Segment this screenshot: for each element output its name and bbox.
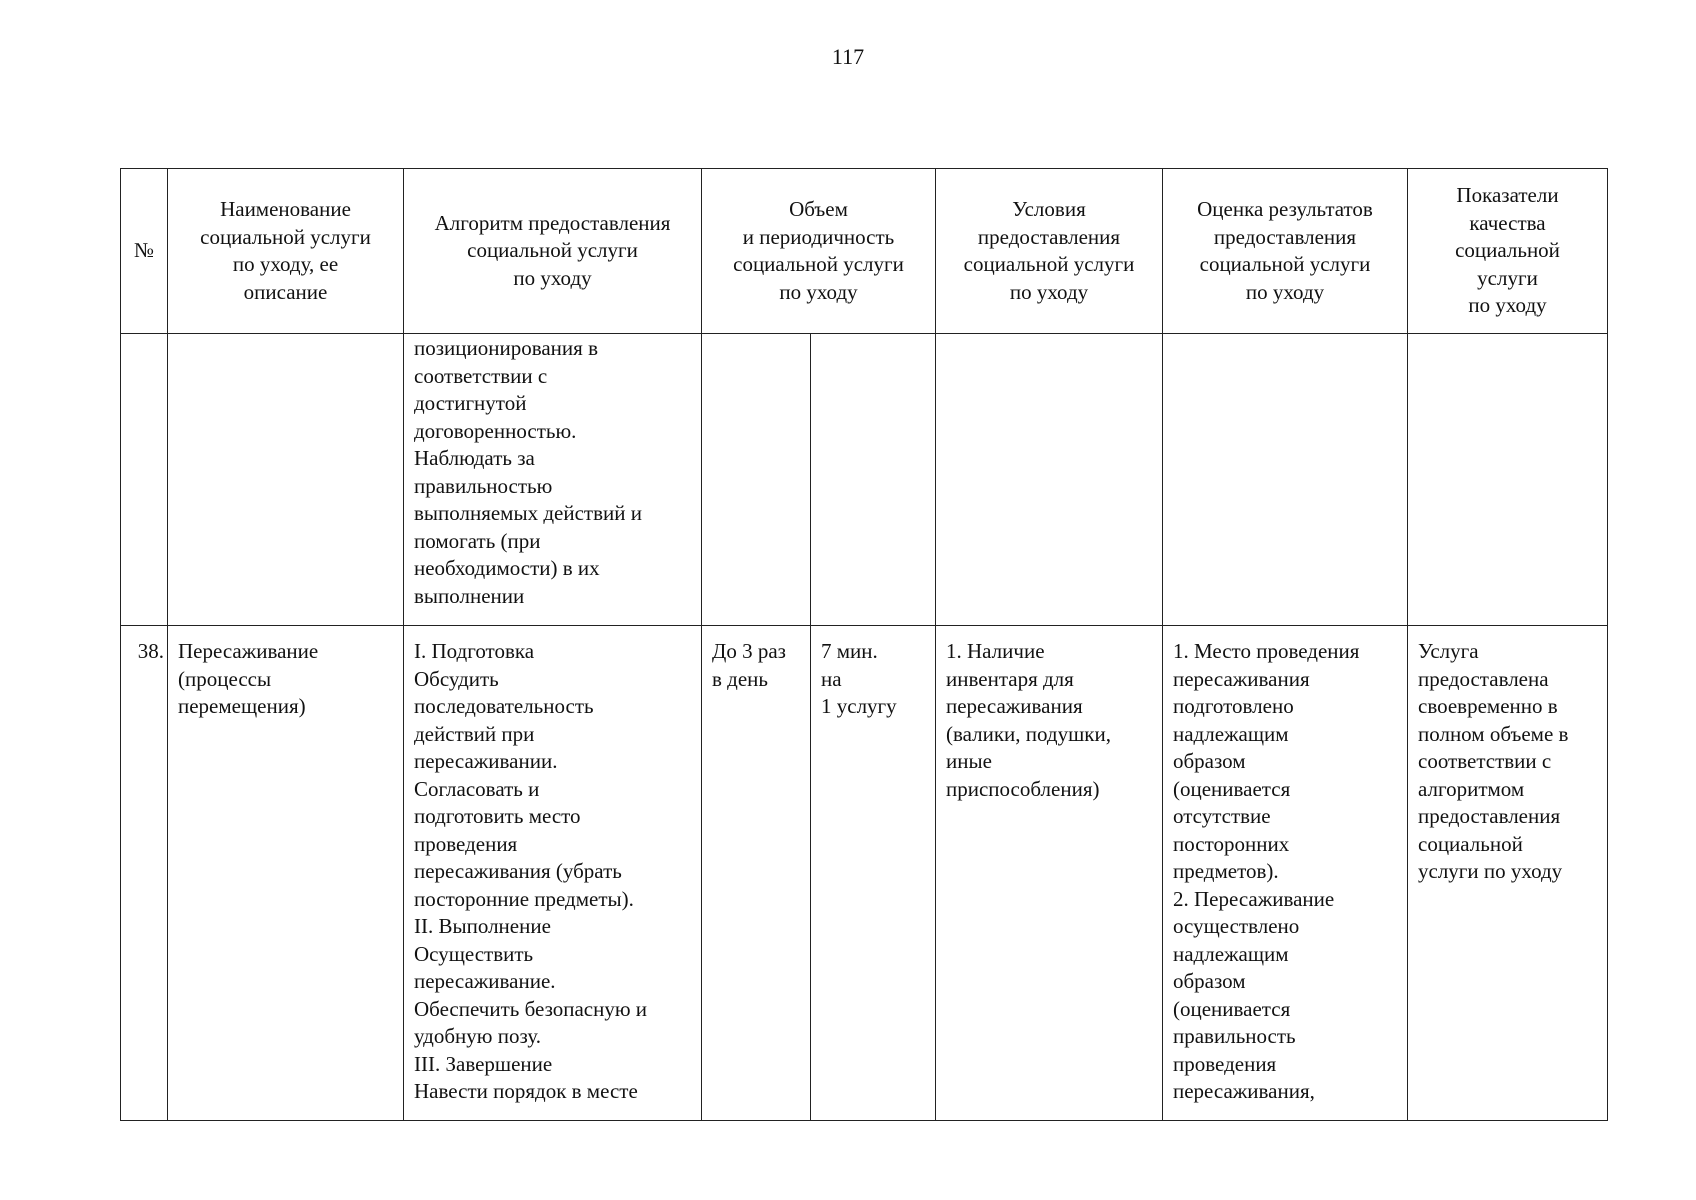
cell-quality: Услуга предоставлена своевременно в полном объеме в соответствии с алгоритмом предоставления социальной услуги по уходу xyxy=(1408,626,1608,1121)
header-volume: Объем и периодичность социальной услуги по уходу xyxy=(702,169,936,334)
cell-algorithm: позиционирования в соответствии с достигнутой договоренностью. Наблюдать за правильностью выполняемых действий и помогать (при необходимости) в их выполнении xyxy=(404,334,702,626)
cell-quality xyxy=(1408,334,1608,626)
table-row xyxy=(121,334,1608,626)
cell-volume-duration xyxy=(811,334,936,626)
cell-evaluation xyxy=(1163,334,1408,626)
cell-number: 38. xyxy=(121,626,168,1121)
page-number: 117 xyxy=(831,44,865,69)
cell-volume-times: До 3 раз в день xyxy=(702,626,811,1121)
header-evaluation: Оценка результатов предоставления социальной услуги по уходу xyxy=(1163,169,1408,334)
cell-algorithm: I. Подготовка Обсудить последовательность действий при пересаживании. Согласовать и подготовить место проведения пересаживания (убрать посторонние предметы). II. Выполнение Осуществить пересаживание. Обеспечить безопасную и удобную позу. III. Завершение Навести порядок в месте xyxy=(404,626,702,1121)
header-algorithm: Алгоритм предоставления социальной услуги по уходу xyxy=(404,169,702,334)
cell-service-name: Пересаживание (процессы перемещения) xyxy=(168,626,404,1121)
cell-service-name xyxy=(168,334,404,626)
cell-conditions xyxy=(936,334,1163,626)
cell-number xyxy=(121,334,168,626)
header-service-name: Наименование социальной услуги по уходу, ее описание xyxy=(168,169,404,334)
cell-evaluation: 1. Место проведения пересаживания подготовлено надлежащим образом (оценивается отсутствие посторонних предметов). 2. Пересаживание осуществлено надлежащим образом (оценивается правильность проведения пересаживания, xyxy=(1163,626,1408,1121)
header-number: № xyxy=(121,169,168,334)
header-conditions: Условия предоставления социальной услуги по уходу xyxy=(936,169,1163,334)
cell-conditions: 1. Наличие инвентаря для пересаживания (валики, подушки, иные приспособления) xyxy=(936,626,1163,1121)
services-table xyxy=(120,168,1608,1121)
cell-volume-times xyxy=(702,334,811,626)
header-quality: Показатели качества социальной услуги по уходу xyxy=(1408,169,1608,334)
table-row xyxy=(121,626,1608,1121)
cell-volume-duration: 7 мин. на 1 услугу xyxy=(811,626,936,1121)
table-header-row xyxy=(121,169,1608,334)
